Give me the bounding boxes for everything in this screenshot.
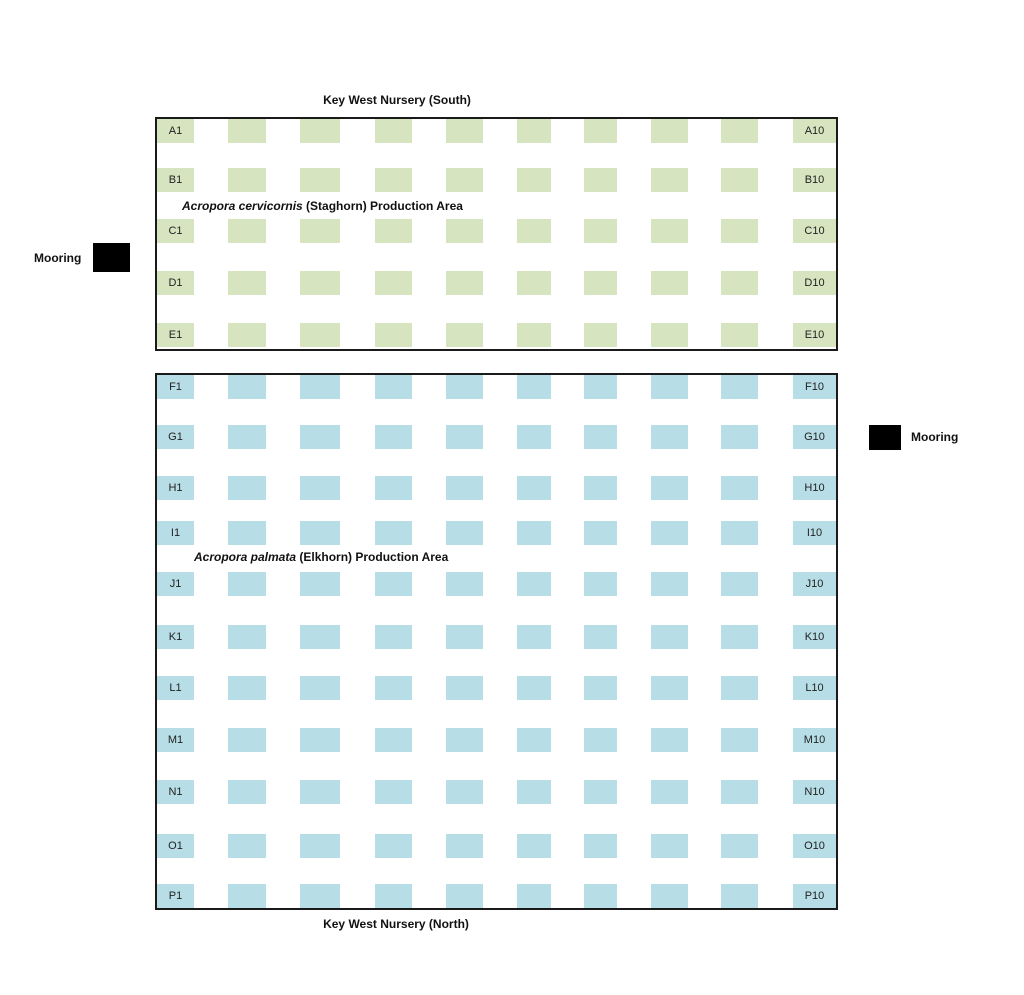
north-cell-l4 [375,676,412,700]
south-cell-c5 [446,219,483,243]
south-cell-b2 [228,168,266,192]
north-cell-n10: N10 [793,780,836,804]
north-cell-i1: I1 [157,521,194,545]
south-cell-b3 [300,168,340,192]
north-cell-m9 [721,728,758,752]
north-cell-i7 [584,521,617,545]
north-cell-f10: F10 [793,375,836,399]
south-nursery-title: Key West Nursery (South) [323,93,471,107]
north-cell-j2 [228,572,266,596]
north-cell-l9 [721,676,758,700]
south-cell-d1: D1 [157,271,194,295]
north-cell-g8 [651,425,688,449]
south-cell-c8 [651,219,688,243]
south-cell-b8 [651,168,688,192]
south-cell-c4 [375,219,412,243]
north-cell-f5 [446,375,483,399]
north-cell-g10: G10 [793,425,836,449]
south-cell-a10: A10 [793,119,836,143]
elkhorn-species: Acropora palmata [194,550,297,564]
north-cell-f2 [228,375,266,399]
north-cell-h4 [375,476,412,500]
north-cell-m4 [375,728,412,752]
north-cell-k4 [375,625,412,649]
north-cell-g2 [228,425,266,449]
north-cell-n9 [721,780,758,804]
north-cell-o8 [651,834,688,858]
south-cell-b9 [721,168,758,192]
north-cell-m1: M1 [157,728,194,752]
north-cell-n7 [584,780,617,804]
north-cell-f6 [517,375,551,399]
north-cell-i5 [446,521,483,545]
south-cell-b10: B10 [793,168,836,192]
north-cell-g5 [446,425,483,449]
north-cell-k6 [517,625,551,649]
north-cell-h10: H10 [793,476,836,500]
north-cell-n8 [651,780,688,804]
south-cell-b4 [375,168,412,192]
south-cell-e1: E1 [157,323,194,347]
north-cell-n4 [375,780,412,804]
north-cell-k3 [300,625,340,649]
north-cell-p6 [517,884,551,908]
north-cell-p1: P1 [157,884,194,908]
north-cell-k7 [584,625,617,649]
north-cell-k2 [228,625,266,649]
south-cell-b7 [584,168,617,192]
north-cell-o10: O10 [793,834,836,858]
north-cell-h8 [651,476,688,500]
south-cell-e7 [584,323,617,347]
south-cell-e2 [228,323,266,347]
north-cell-m10: M10 [793,728,836,752]
north-cell-n5 [446,780,483,804]
south-cell-a7 [584,119,617,143]
south-cell-c10: C10 [793,219,836,243]
south-cell-c9 [721,219,758,243]
south-cell-d8 [651,271,688,295]
north-cell-n6 [517,780,551,804]
north-cell-i2 [228,521,266,545]
south-cell-e10: E10 [793,323,836,347]
south-cell-e9 [721,323,758,347]
south-cell-a9 [721,119,758,143]
north-cell-i9 [721,521,758,545]
north-cell-j6 [517,572,551,596]
north-cell-j10: J10 [793,572,836,596]
north-cell-l3 [300,676,340,700]
south-cell-d9 [721,271,758,295]
south-cell-c2 [228,219,266,243]
south-cell-c7 [584,219,617,243]
north-cell-p2 [228,884,266,908]
south-cell-d2 [228,271,266,295]
north-cell-f7 [584,375,617,399]
north-cell-p8 [651,884,688,908]
north-cell-g1: G1 [157,425,194,449]
north-cell-h7 [584,476,617,500]
north-cell-h1: H1 [157,476,194,500]
north-cell-j4 [375,572,412,596]
north-cell-o3 [300,834,340,858]
south-cell-a8 [651,119,688,143]
south-cell-a2 [228,119,266,143]
north-cell-p4 [375,884,412,908]
north-cell-g9 [721,425,758,449]
north-cell-h9 [721,476,758,500]
north-cell-l2 [228,676,266,700]
north-cell-n1: N1 [157,780,194,804]
north-cell-o9 [721,834,758,858]
south-cell-c6 [517,219,551,243]
north-nursery-title: Key West Nursery (North) [323,917,469,931]
north-cell-p9 [721,884,758,908]
south-cell-d5 [446,271,483,295]
north-cell-m8 [651,728,688,752]
mooring-marker-left [93,243,130,272]
north-cell-g4 [375,425,412,449]
north-cell-m2 [228,728,266,752]
north-cell-l6 [517,676,551,700]
south-cell-d3 [300,271,340,295]
north-cell-h3 [300,476,340,500]
north-cell-j1: J1 [157,572,194,596]
south-cell-b1: B1 [157,168,194,192]
elkhorn-area-text: (Elkhorn) Production Area [296,550,449,564]
south-cell-b5 [446,168,483,192]
north-cell-j9 [721,572,758,596]
north-cell-k10: K10 [793,625,836,649]
north-cell-o7 [584,834,617,858]
north-cell-l7 [584,676,617,700]
north-cell-l5 [446,676,483,700]
north-cell-g6 [517,425,551,449]
south-cell-e5 [446,323,483,347]
south-cell-c1: C1 [157,219,194,243]
south-cell-c3 [300,219,340,243]
north-cell-n2 [228,780,266,804]
north-cell-i8 [651,521,688,545]
north-cell-f3 [300,375,340,399]
south-cell-e8 [651,323,688,347]
north-cell-o5 [446,834,483,858]
south-cell-d10: D10 [793,271,836,295]
north-cell-i3 [300,521,340,545]
north-cell-f8 [651,375,688,399]
south-cell-d4 [375,271,412,295]
north-cell-l10: L10 [793,676,836,700]
north-cell-o1: O1 [157,834,194,858]
south-cell-b6 [517,168,551,192]
north-cell-m3 [300,728,340,752]
north-cell-p7 [584,884,617,908]
mooring-label-right: Mooring [911,430,959,444]
north-cell-l1: L1 [157,676,194,700]
north-cell-f4 [375,375,412,399]
south-cell-e6 [517,323,551,347]
mooring-label-left: Mooring [34,251,82,265]
south-cell-d7 [584,271,617,295]
north-cell-l8 [651,676,688,700]
north-cell-j7 [584,572,617,596]
south-cell-a1: A1 [157,119,194,143]
north-cell-o2 [228,834,266,858]
north-cell-f9 [721,375,758,399]
staghorn-area-label [182,199,463,213]
north-cell-m6 [517,728,551,752]
north-cell-m5 [446,728,483,752]
north-cell-j5 [446,572,483,596]
north-cell-g7 [584,425,617,449]
north-cell-k5 [446,625,483,649]
north-cell-p5 [446,884,483,908]
staghorn-species: Acropora cervicornis [182,199,303,213]
south-cell-e4 [375,323,412,347]
north-cell-o4 [375,834,412,858]
mooring-marker-right [869,425,901,450]
north-cell-m7 [584,728,617,752]
north-cell-j3 [300,572,340,596]
north-cell-h6 [517,476,551,500]
staghorn-area-text: (Staghorn) Production Area [302,199,463,213]
north-cell-h5 [446,476,483,500]
south-cell-a3 [300,119,340,143]
south-cell-a6 [517,119,551,143]
south-cell-d6 [517,271,551,295]
south-cell-e3 [300,323,340,347]
north-cell-o6 [517,834,551,858]
north-cell-n3 [300,780,340,804]
north-cell-i4 [375,521,412,545]
north-cell-k9 [721,625,758,649]
north-cell-k8 [651,625,688,649]
north-cell-p10: P10 [793,884,836,908]
south-cell-a4 [375,119,412,143]
elkhorn-area-label [194,550,450,564]
north-cell-h2 [228,476,266,500]
north-cell-k1: K1 [157,625,194,649]
north-cell-i6 [517,521,551,545]
north-cell-f1: F1 [157,375,194,399]
north-cell-i10: I10 [793,521,836,545]
north-cell-j8 [651,572,688,596]
north-cell-p3 [300,884,340,908]
south-cell-a5 [446,119,483,143]
north-cell-g3 [300,425,340,449]
